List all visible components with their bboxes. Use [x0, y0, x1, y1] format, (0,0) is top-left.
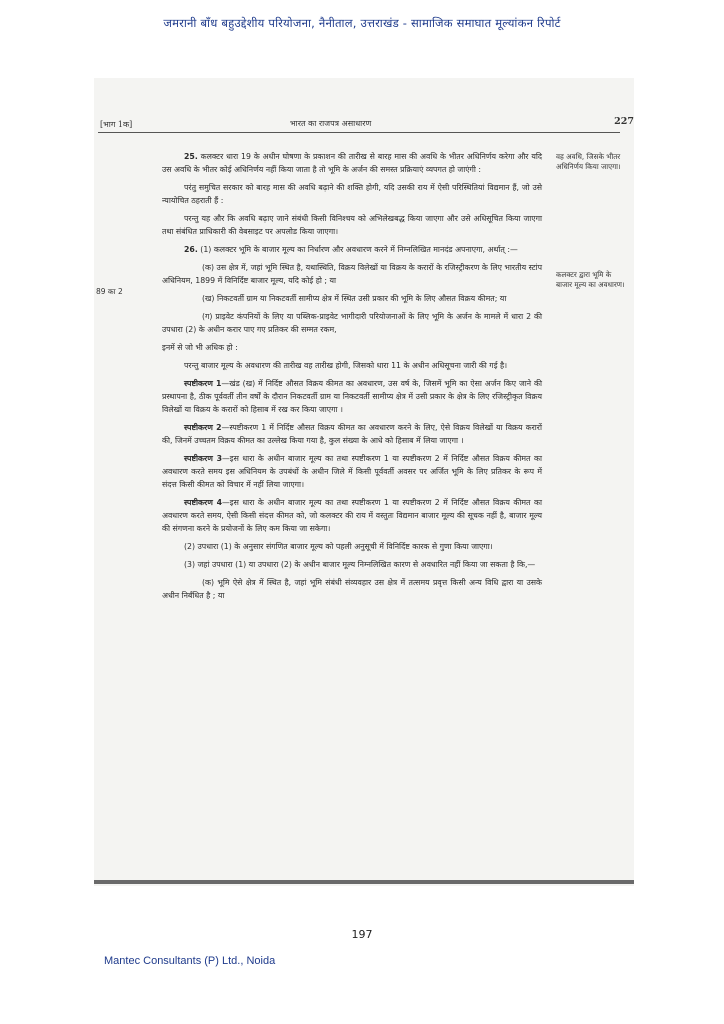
- clause-26-2: (2) उपधारा (1) के अनुसार संगणित बाजार मूल्य को पहली अनुसूची में विनिर्दिष्ट कारक से गुणा किया जाएगा।: [184, 542, 493, 551]
- clause-26-1-ga: (ग) प्राइवेट कंपनियों के लिए या पब्लिक-प्राइवेट भागीदारी परियोजनाओं के लिए भूमि के अर्जन के मामले में धारा 2 की उपधारा (2) के अधीन करार पाए गए प्रतिकर की सम्मत रकम,: [162, 312, 542, 334]
- footer-company: Mantec Consultants (P) Ltd., Noida: [104, 955, 276, 967]
- side-note-award-period: वह अवधि, जिसके भीतर अधिनिर्णय किया जाएगा।: [556, 152, 621, 171]
- gazette-title: भारत का राजपत्र असाधारण: [290, 119, 372, 128]
- paragraph-25: 25. कलक्टर धारा 19 के अधीन घोषणा के प्रकाशन की तारीख से बारह मास की अवधि के भीतर अधिनिर्णय करेगा और यदि उस अवधि के भीतर कोई अधिनिर्णय नहीं किया जाता है तो भूमि के अर्जन की समस्त प्रक्रियाएं व्यपगत हो जाएंगी :: [162, 152, 542, 174]
- explanation-4: स्पष्टीकरण 4—इस धारा के अधीन बाजार मूल्य का तथा स्पष्टीकरण 1 या स्पष्टीकरण 2 में निर्दिष्ट औसत विक्रय कीमत का अवधारण करते समय, ऐसी किसी संदत्त कीमत को, जो कलक्टर की राय में वस्तुतः विद्यमान बाजार मूल्य की सूचक नहीं है, बाजार मूल्य की संगणना करने के प्रयोजनों के लिए कम किया जा सकेगा।: [162, 498, 542, 533]
- clause-26-1-ka: (क) उस क्षेत्र में, जहां भूमि स्थित है, यथास्थिति, विक्रय विलेखों या विक्रय के करारों के रजिस्ट्रीकरण के लिए भारतीय स्टांप अधिनियम, 1899 में विनिर्दिष्ट बाजार मूल्य, यदि कोई हो ; या: [162, 263, 542, 285]
- gazette-page-number: 227: [614, 116, 634, 127]
- side-note-market-value: कलक्टर द्वारा भूमि के बाजार मूल्य का अवधारण।: [556, 270, 625, 289]
- clause-26-3-ka: (क) भूमि ऐसे क्षेत्र में स्थित है, जहां भूमि संबंधी संव्यवहार उस क्षेत्र में तत्समय प्रवृत्त किसी अन्य विधि द्वारा या उसके अधीन निर्बंधित है ; या: [162, 578, 542, 600]
- document-page-number: 197: [351, 928, 373, 941]
- clause-26-1-kha: (ख) निकटवर्ती ग्राम या निकटवर्ती सामीप्य क्षेत्र में स्थित उसी प्रकार की भूमि के लिए औसत विक्रय कीमत; या: [202, 294, 507, 303]
- gazette-header-rule: [98, 132, 620, 133]
- clause-26-3: (3) जहां उपधारा (1) या उपधारा (2) के अधीन बाजार मूल्य निम्नलिखित कारण से अवधारित नहीं किया जा सकता है कि,—: [184, 560, 536, 569]
- left-margin-note: 89 का 2: [96, 287, 123, 296]
- paragraph-26-proviso: परन्तु बाजार मूल्य के अवधारण की तारीख वह तारीख होगी, जिसको धारा 11 के अधीन अधिसूचना जारी की गई है।: [184, 361, 508, 370]
- paragraph-26: 26. (1) कलक्टर भूमि के बाजार मूल्य का निर्धारण और अवधारण करने में निम्नलिखित मानदंड अपनाएगा, अर्थात् :—: [184, 245, 518, 254]
- paragraph-25-proviso-1: परंतु समुचित सरकार को बारह मास की अवधि बढ़ाने की शक्ति होगी, यदि उसकी राय में ऐसी परिस्थितियां विद्यमान हैं, जो उसे न्यायोचित ठहराती हैं :: [162, 183, 542, 205]
- gazette-part-label: [भाग 1क]: [100, 120, 133, 129]
- paragraph-25-proviso-2: परन्तु यह और कि अवधि बढ़ाए जाने संबंधी किसी विनिश्चय को अभिलेखबद्ध किया जाएगा और उसे अधिसूचित किया जाएगा तथा संबंधित प्राधिकारी की वेबसाइट पर अपलोड किया जाएगा।: [162, 214, 542, 236]
- explanation-1: स्पष्टीकरण 1—खंड (ख) में निर्दिष्ट औसत विक्रय कीमत का अवधारण, उस वर्ष के, जिसमें भूमि का ऐसा अर्जन किए जाने की प्रस्थापना है, ठीक पूर्ववर्ती तीन वर्षों के दौरान निकटवर्ती ग्राम या निकटवर्ती सामीप्य क्षेत्र में उसी प्रकार के क्षेत्र के लिए रजिस्ट्रीकृत विक्रय विलेखों या विक्रय के करारों को हिसाब में रख कर किया जाएगा ।: [162, 379, 543, 414]
- report-header-title: जमरानी बाँध बहुउद्देशीय परियोजना, नैनीताल, उत्तराखंड - सामाजिक समाघात मूल्यांकन रिपोर्ट: [163, 16, 561, 30]
- gazette-body-text: [162, 150, 542, 607]
- explanation-3: स्पष्टीकरण 3—इस धारा के अधीन बाजार मूल्य का तथा स्पष्टीकरण 1 या स्पष्टीकरण 2 में निर्दिष्ट औसत विक्रय कीमत का अवधारण करते समय इस अधिनियम के उपबंधों के अधीन जिले में किसी पूर्ववर्ती अवसर पर अर्जित भूमि के लिए प्रतिकर के रूप में संदत्त किसी कीमत को विचार में नहीं लिया जाएगा।: [162, 454, 542, 489]
- scan-bottom-edge: [94, 880, 634, 884]
- paragraph-whichever-higher: इनमें से जो भी अधिक हो :: [162, 343, 238, 352]
- explanation-2: स्पष्टीकरण 2—स्पष्टीकरण 1 में निर्दिष्ट औसत विक्रय कीमत का अवधारण करने के लिए, ऐसे विक्रय विलेखों या विक्रय करारों की, जिनमें उच्चतम विक्रय कीमत का उल्लेख किया गया है, कुल संख्या के आधे को हिसाब में लिया जाएगा ।: [162, 423, 542, 445]
